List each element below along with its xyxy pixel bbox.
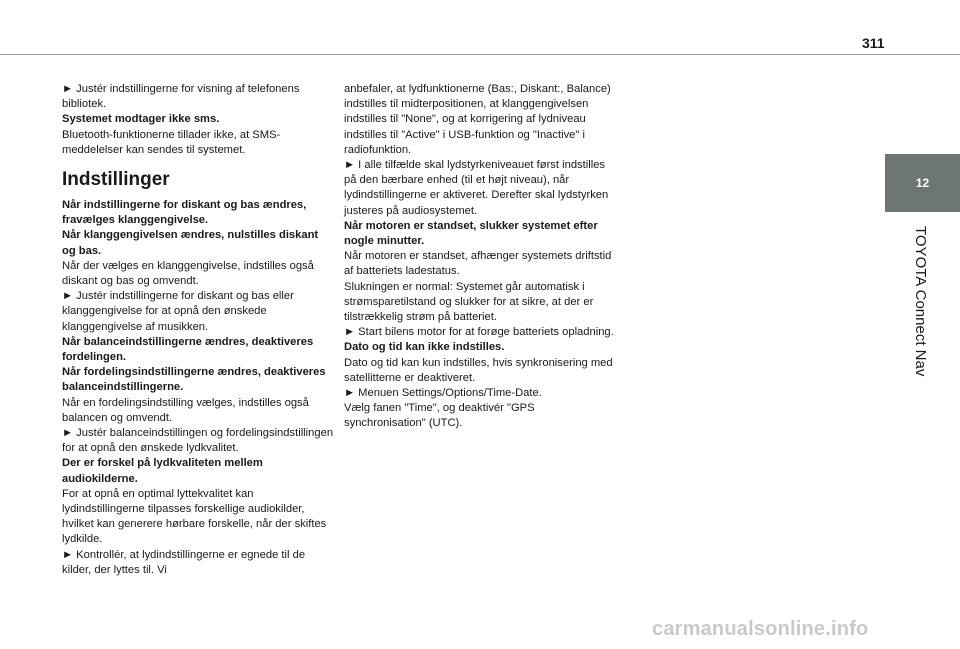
paragraph: ► Justér balanceindstillingen og fordelingsindstillingen for at opnå den ønskede lydkvalitet. — [62, 427, 334, 455]
paragraph: Bluetooth-funktionerne tillader ikke, at SMS-meddelelser kan sendes til systemet. — [62, 128, 281, 156]
paragraph: Når motoren er standset, afhænger systemets driftstid af batteriets ladestatus. — [344, 250, 612, 278]
bold-paragraph: Når klanggengivelsen ændres, nulstilles diskant og bas. — [62, 229, 319, 257]
watermark: carmanualsonline.info — [652, 618, 869, 640]
paragraph: Vælg fanen "Time", og deaktivér "GPS synchronisation" (UTC). — [344, 402, 535, 430]
right-column — [344, 82, 616, 432]
paragraph: For at opnå en optimal lyttekvalitet kan lydindstillingerne tilpasses forskellige audiokilder, hvilket kan generere hørbare forskelle, når der skiftes lydkilde. — [62, 487, 327, 546]
bold-paragraph: Der er forskel på lydkvaliteten mellem audiokilderne. — [62, 457, 263, 485]
chapter-tab[interactable] — [885, 154, 960, 212]
left-column — [62, 82, 334, 578]
chapter-number: 12 — [915, 176, 930, 190]
bold-paragraph: Når indstillingerne for diskant og bas ændres, fravælges klanggengivelse. — [62, 199, 307, 227]
paragraph: ► I alle tilfælde skal lydstyrkeniveauet først indstilles på den bærbare enhed (til et højt niveau), når lydindstillingerne er aktiveret. Derefter skal lydstyrken justeres på audiosystemet. — [344, 159, 609, 217]
chapter-title: TOYOTA Connect Nav — [912, 226, 929, 377]
bold-paragraph: Dato og tid kan ikke indstilles. — [344, 341, 505, 354]
paragraph: ► Kontrollér, at lydindstillingerne er egnede til de kilder, der lyttes til. Vi — [62, 548, 306, 576]
paragraph: anbefaler, at lydfunktionerne (Bas:, Diskant:, Balance) indstilles til midterpositionen, at klanggengivelsen indstilles til "None", og at korrigering af lydniveau indstilles til "Active" i USB-funktion og "Inactive" i radiofunktion. — [344, 83, 611, 156]
bold-paragraph: Når motoren er standset, slukker systemet efter nogle minutter. — [344, 219, 598, 248]
paragraph: Slukningen er normal: Systemet går automatisk i strømsparetilstand og slukker for at sikre, at der er tilstrækkelig strøm på batteriet. — [344, 280, 594, 324]
paragraph: ► Start bilens motor for at forøge batteriets opladning. — [344, 326, 614, 339]
paragraph: Når en fordelingsindstilling vælges, indstilles også balancen og omvendt. — [62, 396, 309, 424]
bold-paragraph: Når balanceindstillingerne ændres, deaktiveres fordelingen. — [62, 335, 314, 364]
header-divider — [0, 54, 960, 55]
paragraph: Dato og tid kan kun indstilles, hvis synkronisering med satellitterne er deaktiveret. — [344, 356, 613, 384]
page-number: 311 — [862, 35, 885, 51]
bold-paragraph: Når fordelingsindstillingerne ændres, deaktiveres balanceindstillingerne. — [62, 366, 326, 394]
paragraph: ► Justér indstillingerne for diskant og bas eller klanggengivelse for at opnå den ønskede klanggengivelse af musikken. — [62, 290, 294, 333]
paragraph: Når der vælges en klanggengivelse, indstilles også diskant og bas og omvendt. — [62, 259, 314, 288]
bold-paragraph: Systemet modtager ikke sms. — [62, 113, 220, 126]
paragraph: ► Justér indstillingerne for visning af telefonens bibliotek. — [62, 83, 300, 111]
paragraph: ► Menuen Settings/Options/Time-Date. — [344, 387, 542, 400]
section-heading: Indstillinger — [62, 169, 170, 191]
